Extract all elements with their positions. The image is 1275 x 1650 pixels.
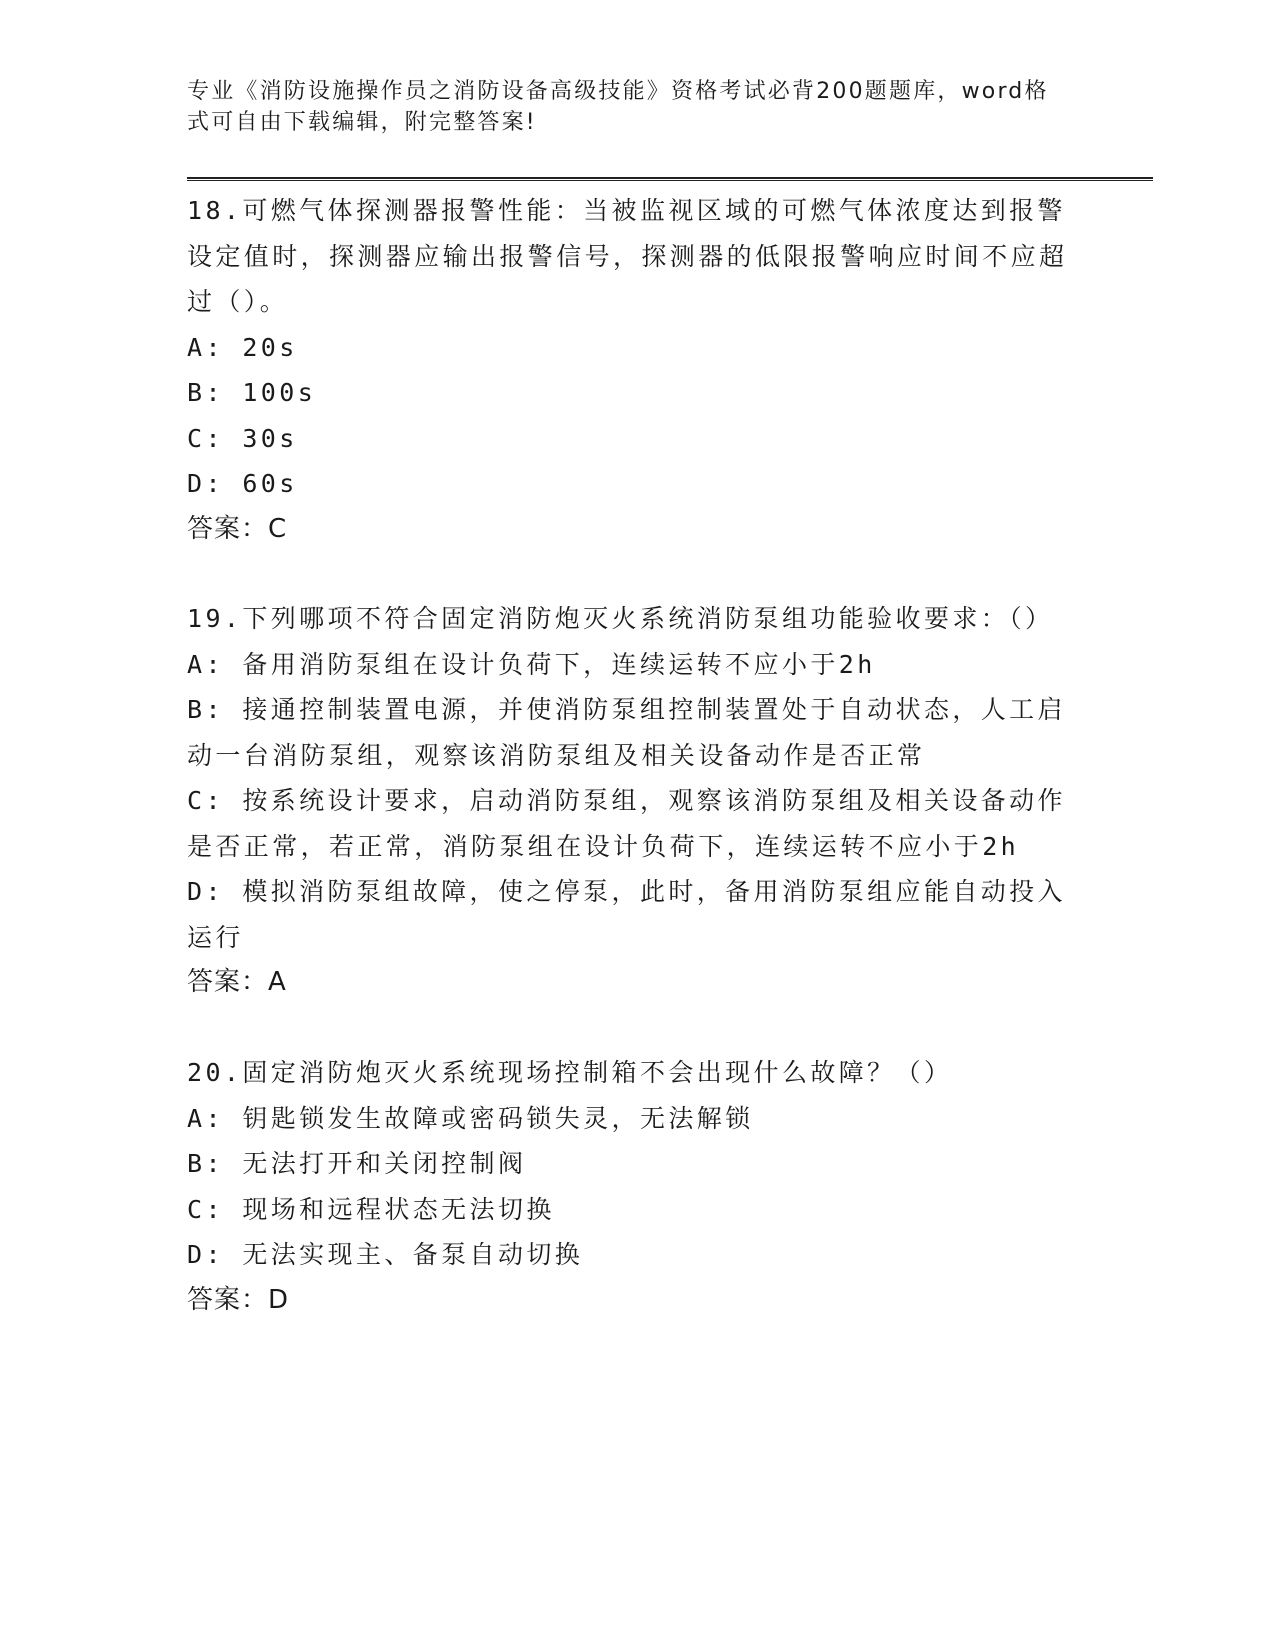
option-a: A: 钥匙锁发生故障或密码锁失灵，无法解锁 xyxy=(187,1103,754,1133)
question-text: 20.固定消防炮灭火系统现场控制箱不会出现什么故障？（） xyxy=(187,1058,953,1087)
option-b: B: 接通控制装置电源，并使消防泵组控制装置处于自动状态，人工启动一台消防泵组，观察该消防泵组及相关设备动作是否正常 xyxy=(187,695,1066,770)
option-c: C: 30s xyxy=(187,423,298,453)
answer: 答案：C xyxy=(187,513,288,544)
answer: 答案：A xyxy=(187,967,287,997)
option-c: C: 现场和远程状态无法切换 xyxy=(187,1194,555,1224)
option-a: A: 20s xyxy=(187,332,298,362)
document-header: 专业《消防设施操作员之消防设备高级技能》资格考试必背200题题库，word格式可自由下载编辑，附完整答案! xyxy=(187,79,1049,135)
question-18 xyxy=(187,188,1077,552)
option-d: D: 无法实现主、备泵自动切换 xyxy=(187,1240,584,1269)
option-c: C: 按系统设计要求，启动消防泵组，观察该消防泵组及相关设备动作是否正常，若正常，消防泵组在设计负荷下，连续运转不应小于2h xyxy=(187,786,1066,861)
answer: 答案：D xyxy=(187,1284,290,1315)
question-20 xyxy=(187,1050,1077,1323)
option-a: A: 备用消防泵组在设计负荷下，连续运转不应小于2h xyxy=(187,649,876,679)
option-b: B: 无法打开和关闭控制阀 xyxy=(187,1149,527,1178)
option-d: D: 模拟消防泵组故障，使之停泵，此时，备用消防泵组应能自动投入运行 xyxy=(187,877,1066,952)
question-text: 18.可燃气体探测器报警性能：当被监视区域的可燃气体浓度达到报警设定值时，探测器应输出报警信号，探测器的低限报警响应时间不应超过（）。 xyxy=(187,196,1068,316)
header-divider xyxy=(187,177,1153,181)
option-d: D: 60s xyxy=(187,469,298,498)
option-b: B: 100s xyxy=(187,378,317,407)
question-19 xyxy=(187,596,1077,1006)
question-text: 19.下列哪项不符合固定消防炮灭火系统消防泵组功能验收要求：（） xyxy=(187,604,1054,633)
